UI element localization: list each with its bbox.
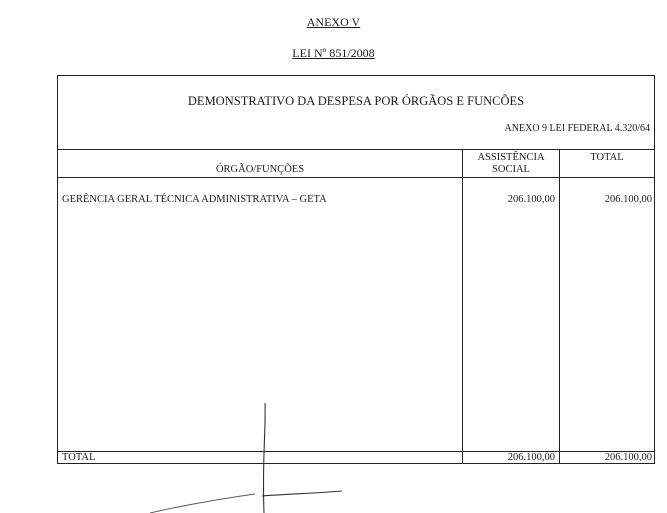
column-header-assistance-line1: ASSISTÊNCIA	[477, 152, 545, 163]
column-header-assistance-line2: SOCIAL	[492, 164, 530, 175]
total-assistance-value: 206.100,00	[507, 452, 555, 463]
law-heading: LEI Nº 851/2008	[292, 46, 375, 60]
row-assistance-value: 206.100,00	[507, 194, 555, 205]
divider-header	[58, 177, 654, 178]
expense-table	[57, 75, 655, 464]
column-header-assistance	[463, 152, 559, 176]
legal-reference: ANEXO 9 LEI FEDERAL 4.320/64	[504, 123, 650, 134]
total-label: TOTAL	[62, 452, 96, 463]
column-header-total: TOTAL	[590, 152, 624, 163]
row-total-value: 206.100,00	[604, 194, 652, 205]
annex-heading: ANEXO V	[306, 15, 361, 29]
table-title: DEMONSTRATIVO DA DESPESA POR ÓRGÃOS E FUNCÕES	[187, 94, 525, 108]
total-total-value: 206.100,00	[604, 452, 652, 463]
column-header-org: ÓRGÃO/FUNÇÕES	[215, 164, 305, 175]
row-org-name: GERÊNCIA GERAL TÉCNICA ADMINISTRATIVA – GETA	[62, 194, 327, 205]
divider-top	[58, 149, 654, 150]
